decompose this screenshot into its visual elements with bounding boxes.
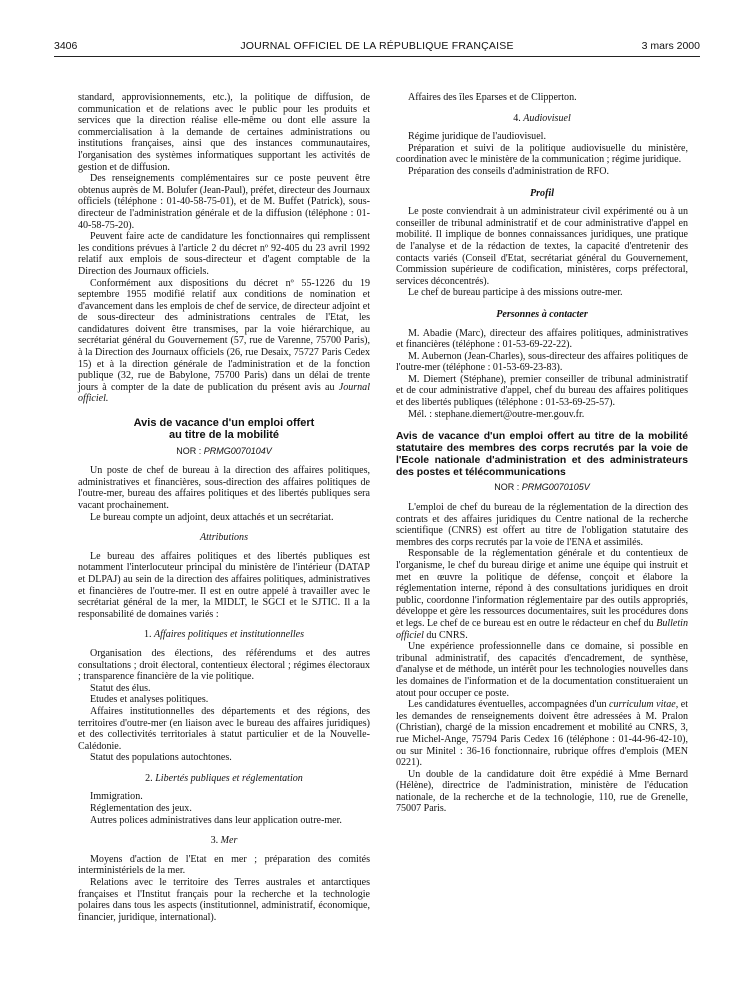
subsection-heading (78, 629, 370, 641)
paragraph-text: Conformément aux dispositions du décret nº 55-1226 du 19 septembre 1955 modifié relatif aux conditions de nomination et d'avancement dans les emplois de chef de service, de directeur adjoint et de sous-directeur des administrations centrales de l'Etat, les candidatures doivent être transmises, par la voie hiérarchique, au secrétariat général du Gouvernement (57, rue de Varenne, 75700 Paris), à la Direction des Journaux officiels (26, rue Desaix, 75727 Paris Cedex 15) et à la direction générale de l'administration et de la fonction publique (32, rue de Babylone, 75700 Paris) dans un délai de trente jours à compter de la date de publication du présent avis au (78, 277, 370, 393)
section-heading: Personnes à contacter (496, 308, 588, 320)
page-number: 3406 (54, 40, 78, 52)
paragraph: L'emploi de chef du bureau de la réglementation de la direction des contrats et des affaires juridiques du Centre national de la recherche scientifique (CNRS) est offert au titre de l'obligation statutaire des membres des corps recrutés par la voie de l'ENA et assimilés. (396, 502, 688, 548)
paragraph (78, 278, 370, 406)
notice-title (78, 417, 370, 442)
paragraph (396, 548, 688, 641)
paragraph-text: du CNRS. (423, 629, 468, 641)
subsection-number: 1. (143, 629, 154, 641)
list-item: Préparation des conseils d'administration de RFO. (408, 165, 610, 177)
list-item: Relations avec le territoire des Terres australes et antarctiques françaises et l'Institut français pour la recherche et la technologie polaires dans tous les aspects (institutionnel, administratif, économique, financier, juridique, international). (78, 877, 370, 923)
contact-entry: M. Aubernon (Jean-Charles), sous-directeur des affaires politiques de l'outre-mer (téléphone : 01-53-69-23-83). (396, 350, 688, 374)
contact-entry: M. Abadie (Marc), directeur des affaires politiques, administratives et financières (téléphone : 01-53-69-22-22). (396, 327, 688, 351)
subsection-number: 2. (145, 772, 156, 784)
header-rule (54, 56, 700, 57)
notice-title-line: au titre de la mobilité (168, 429, 280, 442)
paragraph-text: Les candidatures éventuelles, accompagnées d'un (408, 699, 610, 711)
list-item: Moyens d'action de l'Etat en mer ; préparation des comités interministériels de la mer. (78, 853, 370, 877)
paragraph: Un double de la candidature doit être expédié à Mme Bernard (Hélène), directrice de l'administration, ministère de l'éducation nationale, de la recherche et de la technologie, 110, rue de Grenelle, 75007 Paris. (396, 768, 688, 815)
subsection-number: 4. (513, 112, 524, 124)
list-item: Statut des élus. (90, 682, 151, 694)
right-column (396, 92, 688, 815)
notice-title-line: Avis de vacance d'un emploi offert (133, 417, 315, 430)
paragraph: Une expérience professionnelle dans ce domaine, si possible en tribunal administratif, des capacités d'encadrement, de synthèse, d'analyse et de méthode, un intérêt pour les technologies nouvelles dans les domaines de l'information et de la documentation constitueraient un atout pour occuper ce poste. (396, 641, 688, 699)
nor-label: NOR : (176, 445, 204, 456)
paragraph-text: Responsable de la réglementation générale et du contentieux de l'organisme, le chef du bureau dirige et anime une équipe qui instruit et met en œuvre la politique de défense, conçoit et élabore la réglementation interne, répond à des consultations juridiques en droit public, coordonne l'information réglementaire par des outils appropriés, développe et gère les ressources documentaires, suit les procédures dons et legs. Le chef de ce bureau est en outre le rédacteur en chef du (396, 548, 688, 629)
list-item: Régime juridique de l'audiovisuel. (408, 131, 546, 143)
list-item: Préparation et suivi de la politique audiovisuelle du ministère, coordination avec le ministère de la communication ; régime juridique. (396, 142, 688, 166)
paragraph: standard, approvisionnements, etc.), la politique de diffusion, de communication et de relations avec le public pour les produits et services que la direction réalise elle-même ou dont elle assure la commercialisation à la demande de certaines administrations ou institutions françaises, ainsi que des instances communautaires, l'organisation des systèmes informatiques supportant les activités de gestion et de diffusion. (78, 92, 370, 173)
subsection-number: 3. (210, 835, 221, 847)
left-column (78, 92, 370, 923)
subsection-heading (78, 835, 370, 847)
subsection-title: Mer (220, 835, 238, 847)
contact-email: Mél. : stephane.diemert@outre-mer.gouv.fr. (408, 408, 585, 420)
bulletin-reference: Bulletin officiel (396, 617, 688, 641)
list-item: Affaires institutionnelles des départements et des régions, des territoires d'outre-mer (en liaison avec le bureau des affaires juridiques) et des collectivités territoriales à statut particulier et de la Nouvelle-Calédonie. (78, 705, 370, 752)
issue-date: 3 mars 2000 (641, 40, 700, 52)
subsection-title: Libertés publiques et réglementation (155, 772, 303, 784)
nor-code: PRMG0070104V (203, 445, 272, 456)
paragraph: Un poste de chef de bureau à la direction des affaires politiques, administratives et financières, sous-direction des affaires politiques de l'outre-mer, bureau des affaires politiques et des libertés publiques sera vacant prochainement. (78, 465, 370, 511)
subsection-title: Affaires politiques et institutionnelles (154, 629, 305, 641)
list-item: Organisation des élections, des référendums et des autres consultations ; droit électoral, contentieux électoral ; régimes électoraux ; transparence financière de la vie politique. (78, 647, 370, 683)
paragraph (396, 699, 688, 769)
subsection-heading (396, 113, 688, 125)
subsection-title: Audiovisuel (523, 112, 571, 124)
list-item: Réglementation des jeux. (90, 803, 192, 815)
subsection-heading (78, 773, 370, 785)
paragraph: Le poste conviendrait à un administrateur civil expérimenté ou à un conseiller de tribunal administratif et de cour administrative d'appel en mobilité. Il implique de bonnes connaissances juridiques, une pratique de l'analyse et de la rédaction de textes, la capacité d'entretenir des contacts variés (Conseil d'Etat, secrétariat général du Gouvernement, Commission supérieure de codification, ministères, corps préfectoral, services déconcentrés). (396, 206, 688, 287)
list-item: Affaires des îles Eparses et de Clipperton. (408, 92, 577, 103)
paragraph: Le bureau compte un adjoint, deux attachés et un secrétariat. (90, 511, 334, 523)
paragraph: Des renseignements complémentaires sur ce poste peuvent être obtenus auprès de M. Bolufer (Jean-Paul), préfet, directeur des Journaux officiels (téléphone : 01-40-58-75-01), et de M. Buffet (Patrick), sous-directeur de l'administration générale et de la diffusion (téléphone : 01-40-58-75-20). (78, 173, 370, 231)
list-item: Statut des populations autochtones. (90, 752, 232, 764)
nor-code: PRMG0070105V (521, 482, 590, 493)
nor-reference (396, 482, 688, 494)
page-header (54, 37, 700, 53)
paragraph: Le bureau des affaires politiques et des libertés publiques est notamment l'interlocuteur principal du ministère de l'intérieur (DATAP et DLPAJ) au sein de la direction des affaires politiques, administratives et financières de l'outre-mer. Il est en outre appelé à travailler avec le secrétariat général de la mer, la MIDLT, le SGCI et le SJTIC. Il a la responsabilité de domaines variés : (78, 550, 370, 620)
journal-title: JOURNAL OFFICIEL DE LA RÉPUBLIQUE FRANÇAISE (240, 40, 514, 52)
nor-reference (78, 446, 370, 458)
list-item: Immigration. (90, 791, 143, 803)
section-heading: Attributions (199, 532, 248, 544)
list-item: Autres polices administratives dans leur application outre-mer. (90, 814, 342, 826)
contact-entry: M. Diemert (Stéphane), premier conseiller de tribunal administratif et de cour administrative d'appel, chef du bureau des affaires politiques et des libertés publiques (téléphone : 01-53-69-25-57). (396, 373, 688, 409)
cv-reference: curriculum vitae, (609, 699, 679, 711)
paragraph-text: et les demandes de renseignements doivent être adressées à M. Pralon (Christian), chargé de la mission encadrement et mobilité au CNRS, 3, rue Michel-Ange, 75794 Paris Cedex 16 (téléphone : 01-44-96-42-10), ou sur Minitel : 36-16 fonctionnaire, rubrique offres d'emplois (MEN 0221). (396, 699, 688, 769)
nor-label: NOR : (494, 482, 522, 493)
paragraph: Le chef de bureau participe à des missions outre-mer. (408, 287, 623, 299)
list-item: Etudes et analyses politiques. (90, 694, 209, 706)
journal-reference: Journal officiel. (78, 381, 370, 405)
paragraph: Peuvent faire acte de candidature les fonctionnaires qui remplissent les conditions prévues à l'article 2 du décret nº 92-405 du 23 avril 1992 relatif aux emplois de sous-directeur et d'agent comptable de la Direction des Journaux officiels. (78, 231, 370, 277)
notice-title: Avis de vacance d'un emploi offert au titre de la mobilité statutaire des membres des corps recrutés par la voie de l'Ecole nationale d'administration et des administrateurs des postes et télécommunications (396, 431, 688, 478)
section-heading: Profil (530, 187, 554, 199)
